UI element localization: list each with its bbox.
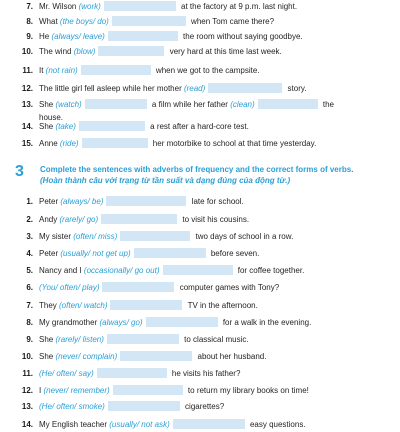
sentence-text: for coffee together.	[235, 266, 305, 275]
item-number: 3.	[26, 232, 33, 241]
sentence-text: very hard at this time last week.	[167, 47, 282, 56]
answer-blank[interactable]	[79, 121, 145, 131]
sentence-text: Nancy and I	[39, 266, 84, 275]
sentence-text: My sister	[39, 232, 74, 241]
verb-cue: (He/ often/ smoke)	[39, 402, 105, 411]
answer-blank[interactable]	[107, 334, 179, 344]
sentence-text: I	[39, 386, 44, 395]
verb-cue: (often/ miss)	[73, 232, 118, 241]
verb-cue: (rarely/ go)	[59, 215, 99, 224]
verb-cue: (You/ often/ play)	[39, 283, 100, 292]
exercise-item	[14, 418, 394, 432]
item-number: 10.	[21, 47, 33, 56]
verb-cue: (never/ remember)	[43, 386, 110, 395]
item-number: 9.	[26, 32, 33, 41]
sentence-text: She	[39, 122, 56, 131]
exercise-3-title: Complete the sentences with adverbs of frequency and the correct forms of verbs.	[40, 165, 354, 174]
answer-blank[interactable]	[108, 31, 178, 41]
sentence-text: My English teacher	[39, 420, 110, 429]
answer-blank[interactable]	[102, 282, 174, 292]
exercise-item	[14, 15, 394, 29]
sentence-text: before seven.	[208, 249, 260, 258]
sentence-continuation: house.	[39, 113, 64, 122]
answer-blank[interactable]	[82, 138, 148, 148]
sentence-text: She	[39, 100, 56, 109]
answer-blank[interactable]	[120, 351, 192, 361]
sentence-text: The little girl fell asleep while her mother	[39, 84, 184, 93]
verb-cue: (read)	[183, 84, 206, 93]
exercise-item	[14, 30, 394, 44]
verb-cue: (take)	[55, 122, 76, 131]
answer-blank[interactable]	[106, 196, 186, 206]
sentence-text: computer games with Tony?	[177, 283, 280, 292]
exercise-item	[14, 316, 394, 330]
item-number: 13.	[21, 100, 33, 109]
sentence-text: Mr. Wilson	[39, 2, 79, 11]
sentence-text: for a walk in the evening.	[220, 318, 312, 327]
exercise-item	[14, 0, 394, 14]
answer-blank[interactable]	[134, 248, 206, 258]
item-number: 8.	[26, 318, 33, 327]
exercise-item	[14, 45, 394, 59]
sentence-text: late for school.	[189, 197, 244, 206]
item-number: 2.	[26, 215, 33, 224]
sentence-text: the	[320, 100, 334, 109]
exercise-item	[14, 299, 394, 313]
item-number: 9.	[26, 335, 33, 344]
exercise-item	[14, 281, 394, 295]
sentence-text: Peter	[39, 249, 61, 258]
sentence-text: when we got to the campsite.	[153, 66, 260, 75]
exercise-item	[14, 82, 394, 96]
verb-cue: (blow)	[73, 47, 96, 56]
item-number: 15.	[21, 139, 33, 148]
item-number: 11.	[22, 66, 33, 75]
verb-cue: (always/ go)	[99, 318, 143, 327]
item-number: 10.	[21, 352, 33, 361]
sentence-text: TV in the afternoon.	[185, 301, 258, 310]
answer-blank[interactable]	[146, 317, 218, 327]
item-number: 4.	[26, 249, 33, 258]
sentence-text: He	[39, 32, 52, 41]
verb-cue: (He/ often/ say)	[39, 369, 94, 378]
sentence-text: to visit his cousins.	[180, 215, 250, 224]
sentence-text: It	[39, 66, 46, 75]
verb-cue: (ride)	[59, 139, 79, 148]
item-number: 8.	[26, 17, 33, 26]
item-number: 7.	[26, 301, 33, 310]
sentence-text: cigarettes?	[182, 402, 225, 411]
sentence-text: Peter	[39, 197, 61, 206]
exercise-item	[14, 400, 394, 414]
answer-blank[interactable]	[85, 99, 147, 109]
verb-cue: (usually/ not get up)	[60, 249, 131, 258]
answer-blank[interactable]	[108, 401, 180, 411]
item-number: 11.	[22, 369, 33, 378]
item-number: 7.	[26, 2, 33, 11]
item-number: 5.	[26, 266, 33, 275]
exercise-item	[14, 64, 394, 78]
exercise-item	[14, 247, 394, 261]
answer-blank[interactable]	[208, 83, 282, 93]
sentence-text: a film while her father	[149, 100, 231, 109]
sentence-text: her motorbike to school at that time yesterday.	[150, 139, 317, 148]
item-number: 14.	[21, 122, 33, 131]
sentence-text: to return my library books on time!	[185, 386, 309, 395]
answer-blank[interactable]	[101, 214, 177, 224]
sentence-text: Andy	[39, 215, 60, 224]
verb-cue: (watch)	[55, 100, 82, 109]
exercise-item	[14, 230, 394, 244]
sentence-text: She	[39, 352, 56, 361]
verb-cue: (never/ complain)	[55, 352, 118, 361]
exercise-item	[14, 350, 394, 364]
exercise-item	[14, 213, 394, 227]
verb-cue: (not rain)	[45, 66, 78, 75]
item-number: 1.	[26, 197, 33, 206]
exercise-3-number: 3	[15, 163, 24, 180]
sentence-text: two days of school in a row.	[193, 232, 294, 241]
item-number: 6.	[26, 283, 33, 292]
sentence-text: at the factory at 9 p.m. last night.	[178, 2, 298, 11]
answer-blank[interactable]	[98, 46, 164, 56]
sentence-text: when Tom came there?	[188, 17, 275, 26]
exercise-3-subtitle: (Hoàn thành câu với trạng từ tần suất và dạng đúng của động từ.)	[40, 176, 291, 185]
answer-blank[interactable]	[81, 65, 151, 75]
answer-blank[interactable]	[120, 231, 190, 241]
answer-blank[interactable]	[258, 99, 318, 109]
verb-cue: (usually/ not ask)	[109, 420, 170, 429]
verb-cue: (the boys/ do)	[59, 17, 109, 26]
item-number: 12.	[21, 84, 33, 93]
sentence-text: My grandmother	[39, 318, 100, 327]
verb-cue: (clean)	[230, 100, 255, 109]
answer-blank[interactable]	[104, 1, 176, 11]
exercise-item	[14, 98, 394, 112]
exercise-item	[14, 264, 394, 278]
sentence-text: Anne	[39, 139, 60, 148]
exercise-item	[14, 384, 394, 398]
sentence-text: the room without saying goodbye.	[180, 32, 303, 41]
answer-blank[interactable]	[112, 16, 186, 26]
exercise-item	[14, 367, 394, 381]
item-number: 14.	[21, 420, 33, 429]
verb-cue: (always/ be)	[60, 197, 104, 206]
answer-blank[interactable]	[163, 265, 233, 275]
sentence-text: a rest after a hard-core test.	[147, 122, 249, 131]
sentence-text: She	[39, 335, 56, 344]
sentence-text: to classical music.	[181, 335, 249, 344]
sentence-text: What	[39, 17, 60, 26]
answer-blank[interactable]	[113, 385, 183, 395]
sentence-text: about her husband.	[195, 352, 267, 361]
verb-cue: (work)	[78, 2, 101, 11]
item-number: 12.	[21, 386, 33, 395]
sentence-text: The wind	[39, 47, 74, 56]
sentence-text: story.	[285, 84, 307, 93]
exercise-item	[14, 333, 394, 347]
exercise-item	[14, 137, 394, 151]
exercise-item	[14, 120, 394, 134]
verb-cue: (occasionally/ go out)	[83, 266, 160, 275]
verb-cue: (always/ leave)	[51, 32, 105, 41]
exercise-item	[14, 195, 394, 209]
sentence-text: They	[39, 301, 60, 310]
verb-cue: (rarely/ listen)	[55, 335, 104, 344]
answer-blank[interactable]	[110, 300, 182, 310]
sentence-text: he visits his father?	[169, 369, 241, 378]
answer-blank[interactable]	[173, 419, 245, 429]
answer-blank[interactable]	[97, 368, 167, 378]
item-number: 13.	[21, 402, 33, 411]
verb-cue: (often/ watch)	[59, 301, 108, 310]
sentence-text: easy questions.	[247, 420, 306, 429]
